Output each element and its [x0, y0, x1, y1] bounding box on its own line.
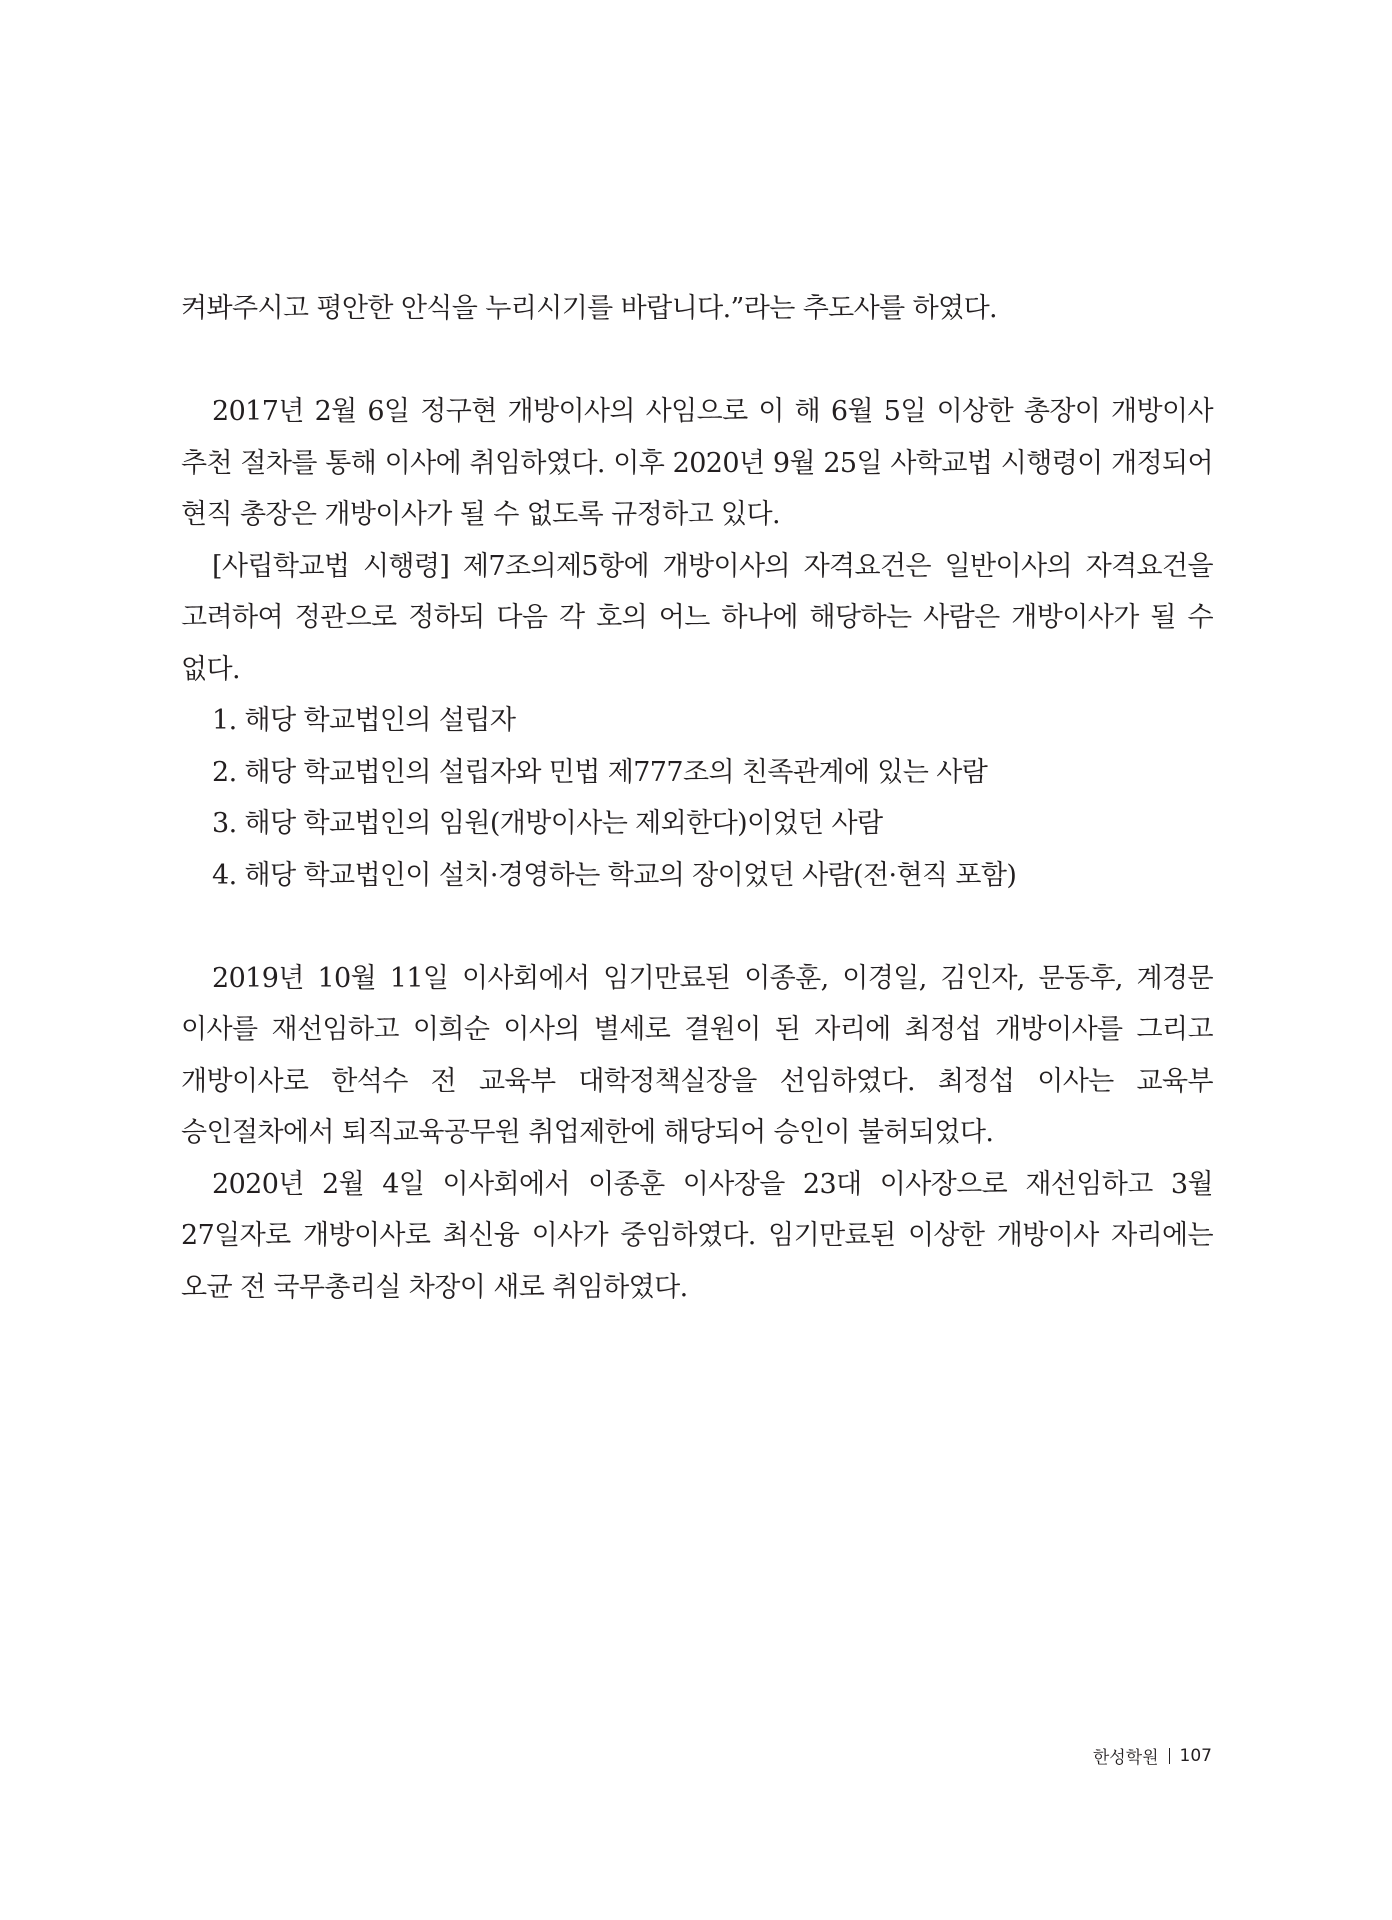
page-number: 107 [1179, 1745, 1212, 1766]
paragraph-private-school-act: [사립학교법 시행령] 제7조의제5항에 개방이사의 자격요건은 일반이사의 자격요건을 고려하여 정관으로 정하되 다음 각 호의 어느 하나에 해당하는 사람은 개방이사가 될 수 없다. [181, 550, 1213, 685]
paragraph-gap [181, 901, 1213, 953]
list-item: 1. 해당 학교법인의 설립자 [212, 705, 516, 736]
page-body [181, 283, 1213, 1313]
paragraph-2019-board: 2019년 10월 11일 이사회에서 임기만료된 이종훈, 이경일, 김인자, 문동후, 계경문 이사를 재선임하고 이희순 이사의 별세로 결원이 된 자리에 최정섭 개방이사를 그리고 개방이사로 한석수 전 교육부 대학정책실장을 선임하였다. 최정섭 이사는 교육부 승인절차에서 퇴직교육공무원 취업제한에 해당되어 승인이 불허되었다. [181, 962, 1213, 1148]
list-item: 3. 해당 학교법인의 임원(개방이사는 제외한다)이었던 사람 [212, 808, 883, 839]
paragraph-2017-appointment: 2017년 2월 6일 정구현 개방이사의 사임으로 이 해 6월 5일 이상한 총장이 개방이사 추천 절차를 통해 이사에 취임하였다. 이후 2020년 9월 25일 사학교법 시행령이 개정되어 현직 총장은 개방이사가 될 수 없도록 규정하고 있다. [181, 396, 1213, 530]
paragraph-gap [181, 335, 1213, 387]
paragraph-2020-board: 2020년 2월 4일 이사회에서 이종훈 이사장을 23대 이사장으로 재선임하고 3월 27일자로 개방이사로 최신융 이사가 중임하였다. 임기만료된 이상한 개방이사 자리에는 오균 전 국무총리실 차장이 새로 취임하였다. [181, 1168, 1213, 1303]
list-item: 2. 해당 학교법인의 설립자와 민법 제777조의 친족관계에 있는 사람 [212, 756, 988, 788]
continuation-paragraph: 켜봐주시고 평안한 안식을 누리시기를 바랍니다.”라는 추도사를 하였다. [181, 293, 998, 324]
list-item: 4. 해당 학교법인이 설치·경영하는 학교의 장이었던 사람(전·현직 포함) [212, 859, 1017, 891]
footer-divider [1169, 1748, 1170, 1764]
footer-title: 한성학원 [1092, 1748, 1159, 1768]
page-footer [1093, 1743, 1212, 1768]
